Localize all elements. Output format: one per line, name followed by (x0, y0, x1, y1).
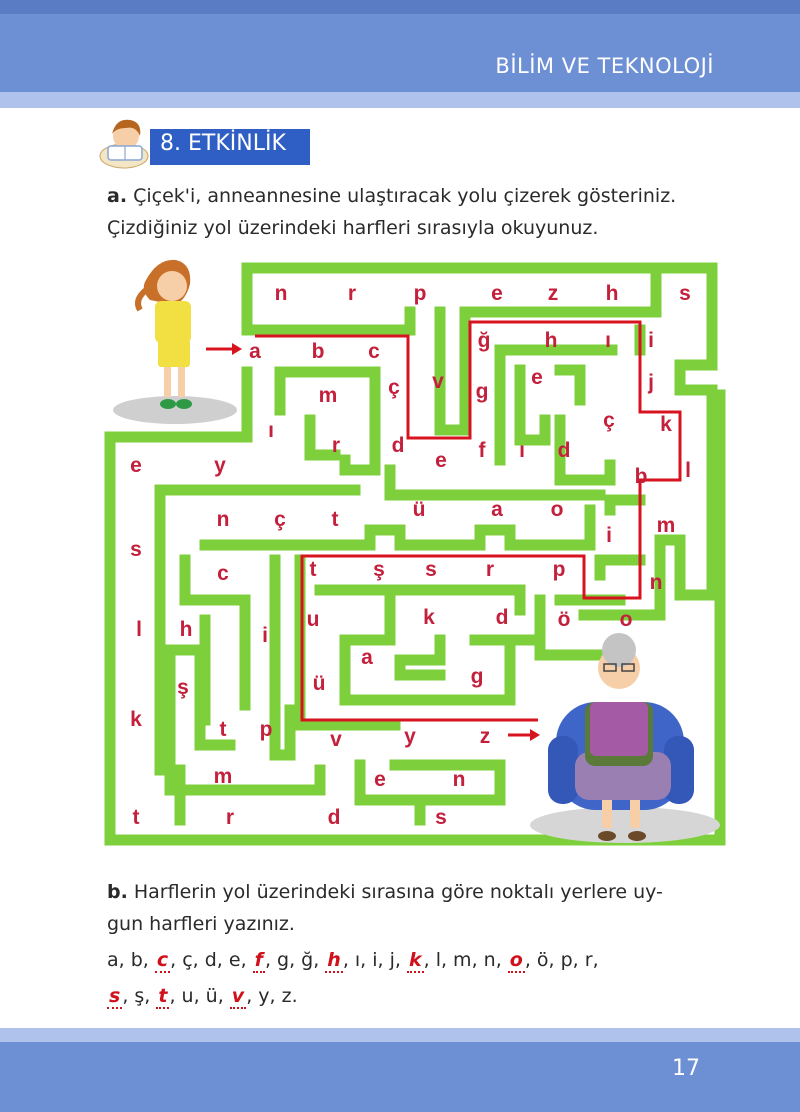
maze-letter: s (679, 282, 691, 305)
maze-letter: ö (557, 608, 571, 631)
maze-letter: a (249, 340, 261, 363)
maze-letter: f (478, 439, 486, 462)
maze-letter: ı (519, 439, 525, 462)
maze-letter: g (475, 380, 489, 403)
maze-letter: ı (268, 419, 274, 442)
maze-letter: h (179, 618, 193, 641)
part-b-label: b. (107, 881, 128, 903)
maze-letter: a (491, 498, 503, 521)
footer-stripe (0, 1028, 800, 1042)
end-arrow-icon (508, 729, 540, 741)
maze-letter: s (435, 806, 447, 829)
maze-letter: n (216, 508, 230, 531)
maze-letter: p (259, 718, 273, 741)
maze-letter: v (330, 728, 342, 751)
maze-letter: u (306, 608, 320, 631)
maze-letter: n (274, 282, 288, 305)
maze-letter: d (557, 439, 571, 462)
maze-letter: s (425, 558, 437, 581)
part-a-line1: Çiçek'i, anneannesine ulaştıracak yolu çizerek gösteriniz. (127, 185, 677, 207)
maze-letter: l (136, 618, 142, 641)
sequence-text: , y, z. (246, 985, 298, 1007)
section-title: BİLİM VE TEKNOLOJİ (495, 54, 714, 78)
maze-letter: m (656, 514, 676, 537)
answer-blank[interactable]: s (109, 985, 121, 1007)
maze-letter: g (470, 665, 484, 688)
maze-letter: z (479, 725, 491, 748)
maze-letter: e (491, 282, 503, 305)
maze-letter: h (544, 329, 558, 352)
sequence-text: , ö, p, r, (524, 949, 599, 971)
part-a-label: a. (107, 185, 128, 207)
maze-letter: o (619, 608, 633, 631)
maze-letter: z (547, 282, 559, 305)
maze-letter: h (605, 282, 619, 305)
maze-letter: n (649, 571, 663, 594)
maze-letter: ü (412, 498, 426, 521)
maze-letter: r (331, 434, 341, 457)
answer-blank[interactable]: v (231, 985, 245, 1007)
maze-letter: e (374, 768, 386, 791)
maze-letter: d (327, 806, 341, 829)
maze-letter: ğ (477, 329, 491, 352)
maze-letter: y (214, 454, 226, 477)
maze-letter: d (495, 606, 509, 629)
maze-letter: k (660, 413, 672, 436)
answer-blank[interactable]: c (156, 949, 169, 971)
maze-letter: e (130, 454, 142, 477)
maze-letter: t (219, 718, 227, 741)
sequence-text: a, b, (107, 949, 155, 971)
answer-blank[interactable]: h (327, 949, 341, 971)
maze-letter: m (318, 384, 338, 407)
answer-blank[interactable]: t (158, 985, 168, 1007)
maze-letter: r (485, 558, 495, 581)
maze-letter: j (648, 371, 654, 394)
maze-letter: t (309, 558, 317, 581)
maze-letter: y (404, 725, 416, 748)
part-b-instruction (107, 876, 713, 940)
maze-letter: m (213, 765, 233, 788)
maze-letter: c (217, 562, 229, 585)
sequence-text: , ç, d, e, (170, 949, 253, 971)
alphabet-sequence-line1 (107, 942, 747, 978)
maze-letter: a (361, 646, 373, 669)
answer-blank[interactable]: o (509, 949, 523, 971)
sequence-text: , ş, (122, 985, 157, 1007)
maze-letter: ç (603, 409, 615, 432)
maze-letter: d (391, 434, 405, 457)
maze-letter: r (225, 806, 235, 829)
activity-title: 8. ETKİNLİK (160, 131, 286, 156)
maze-letter: n (452, 768, 466, 791)
maze-letter: p (552, 558, 566, 581)
sequence-text: , ı, i, j, (342, 949, 407, 971)
girl-character-icon (113, 260, 237, 424)
answer-blank[interactable]: f (254, 949, 263, 971)
maze-letter: b (311, 340, 325, 363)
maze-letter: ü (312, 672, 326, 695)
maze-letter: e (435, 449, 447, 472)
start-arrow-icon (206, 343, 242, 355)
part-a-line2: Çizdiğiniz yol üzerindeki harfleri sırasıyla okuyunuz. (107, 217, 599, 239)
maze-letter: ç (388, 376, 400, 399)
maze-letter: i (648, 329, 654, 352)
maze-letter: p (413, 282, 427, 305)
sequence-text: , l, m, n, (423, 949, 508, 971)
maze-letter: ş (373, 558, 385, 581)
alphabet-sequence-line2 (107, 978, 747, 1014)
maze-letter: v (432, 370, 444, 393)
part-b-line1: Harflerin yol üzerindeki sırasına göre noktalı yerlere uy- (127, 881, 663, 903)
maze-letter: k (423, 606, 435, 629)
part-b-line2: gun harfleri yazınız. (107, 913, 295, 935)
maze-letter: t (132, 806, 140, 829)
maze-letter: ç (274, 508, 286, 531)
maze-letter: c (368, 340, 380, 363)
maze-letter: ı (605, 329, 611, 352)
maze-letter: k (130, 708, 142, 731)
maze-letter: ş (177, 676, 189, 699)
maze-letter: o (550, 498, 564, 521)
sequence-text: , g, ğ, (264, 949, 326, 971)
page-number: 17 (672, 1056, 700, 1081)
grandmother-character-icon (530, 633, 720, 843)
maze-letter: e (531, 366, 543, 389)
maze-letter: l (685, 459, 691, 482)
maze-letter: i (262, 624, 268, 647)
answer-blank[interactable]: k (408, 949, 422, 971)
maze-letter: t (331, 508, 339, 531)
maze-letter: r (347, 282, 357, 305)
maze-letter: b (634, 465, 648, 488)
sequence-text: , u, ü, (169, 985, 230, 1007)
maze-letter: i (606, 524, 612, 547)
maze-letter: s (130, 538, 142, 561)
